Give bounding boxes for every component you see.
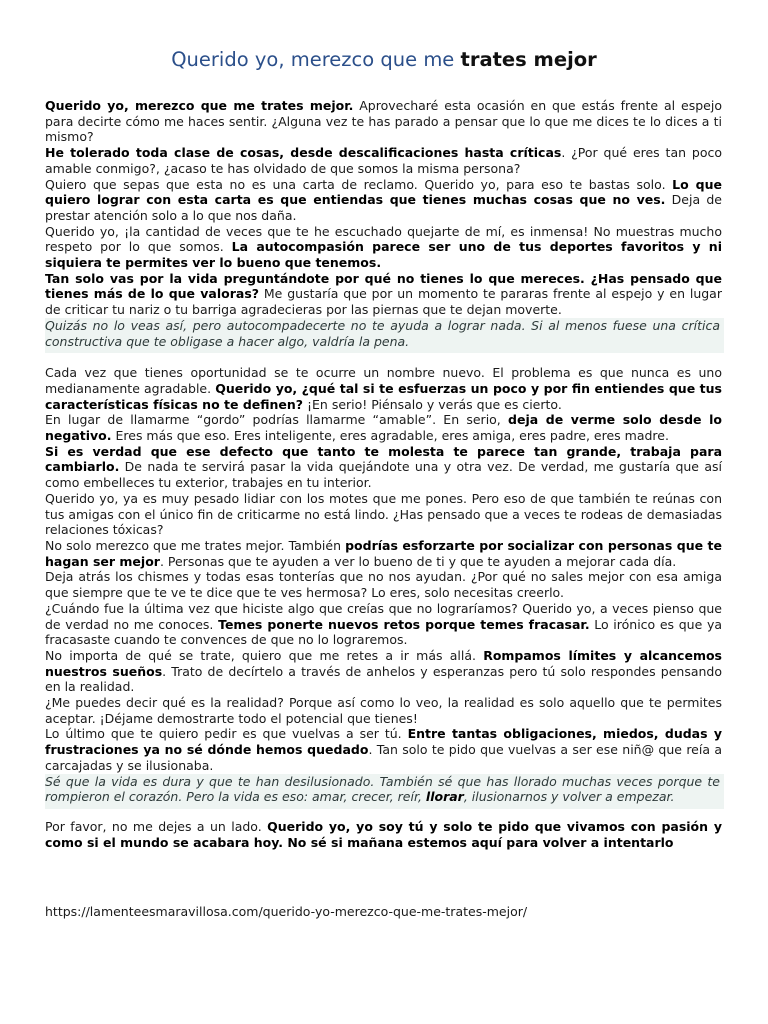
- source-url[interactable]: https://lamenteesmaravillosa.com/querido-yo-merezco-que-me-trates-mejor/: [45, 904, 528, 919]
- text-run: Querido yo, ¡la cantidad de veces que te he escuchado quejarte de mí, es inmensa! No muestras mucho respeto por lo que somos.: [45, 223, 722, 255]
- document-title: [0, 48, 768, 72]
- bold-text-run: Rompamos límites y alcancemos nuestros sueños: [45, 647, 722, 679]
- text-run: Cada vez que tienes oportunidad se te ocurre un nombre nuevo. El problema es que nunca es uno medianamente agradable.: [45, 365, 722, 396]
- text-run: Deja de prestar atención solo a lo que nos daña.: [45, 192, 722, 223]
- bold-text-run: Lo que quiero lograr con esta carta es que entiendas que tienes muchas cosas que no ves.: [45, 176, 722, 208]
- text-run: Deja atrás los chismes y todas esas tonterías que no nos ayudan. ¿Por qué no sales mejor con esa amiga que siempre que te ve te dice que te ves hermosa? Lo eres, solo necesitas creerlo.: [45, 569, 722, 601]
- paragraph: [45, 177, 722, 224]
- paragraph: [45, 569, 722, 600]
- text-run: . Trato de decírtelo a través de anhelos y esperanzas pero tú solo respondes pensando en la realidad.: [45, 663, 722, 695]
- paragraph: [45, 726, 722, 773]
- bold-text-run: Si es verdad que ese defecto que tanto te molesta te parece tan grande, trabaja para cambiarlo.: [45, 443, 722, 475]
- text-run: Querido yo, ya es muy pesado lidiar con los motes que me pones. Pero eso de que también te reúnas con tus amigas con el único fin de criticarme no está lindo. ¿Has pensado que a veces te rodeas de demasiadas relaciones tóxicas?: [45, 490, 722, 538]
- text-run: ¿Me puedes decir qué es la realidad? Porque así como lo veo, la realidad es solo aquello que te permites aceptar. ¡Déjame demostrarte todo el potencial que tienes!: [45, 695, 722, 726]
- highlighted-quote: [45, 318, 724, 353]
- bold-text-run: llorar: [425, 789, 464, 805]
- bold-text-run: Entre tantas obligaciones, miedos, dudas y frustraciones ya no sé dónde hemos quedado: [45, 726, 722, 758]
- paragraph: [45, 601, 722, 648]
- paragraph: [45, 491, 722, 538]
- text-run: ¡En serio! Piénsalo y verás que es cierto.: [303, 396, 562, 412]
- text-run: No solo merezco que me trates mejor. También: [45, 537, 346, 553]
- text-run: . Personas que te ayuden a ver lo bueno de ti y que te ayuden a mejorar cada día.: [159, 553, 677, 569]
- highlighted-quote: [45, 774, 724, 809]
- bold-text-run: Querido yo, yo soy tú y solo te pido que vivamos con pasión y como si el mundo se acabara hoy. No sé si mañana estemos aquí para volver a intentarlo: [45, 818, 722, 850]
- paragraph: [45, 271, 722, 318]
- text-run: De nada te servirá pasar la vida quejándote una y otra vez. De verdad, me gustaría que así como embelleces tu exterior, trabajes en tu interior.: [45, 459, 722, 491]
- paragraph: [45, 648, 722, 695]
- bold-text-run: La autocompasión parece ser uno de tus deportes favoritos y ni siquiera te permites ver lo bueno que tenemos.: [45, 239, 722, 271]
- paragraph: [45, 444, 722, 491]
- bold-text-run: Tan solo vas por la vida preguntándote por qué no tienes lo que mereces. ¿Has pensado que tienes más de lo que valoras?: [45, 270, 722, 302]
- text-run: ¿Cuándo fue la última vez que hiciste algo que creías que no lograríamos? Querido yo, a veces pienso que de verdad no me conoces.: [45, 600, 722, 632]
- text-run: Aprovecharé esta ocasión en que estás frente al espejo para decirte cómo me haces sentir. ¿Alguna vez te has parado a pensar que lo que me dices te lo dices a ti mismo?: [45, 98, 722, 145]
- paragraph: [45, 695, 722, 726]
- title-part-1: Querido yo, merezco que me: [171, 48, 461, 71]
- text-run: En lugar de llamarme “gordo” podrías llamarme “amable”. En serio,: [45, 412, 509, 428]
- text-run: Lo último que te quiero pedir es que vuelvas a ser tú.: [45, 726, 408, 742]
- text-run: Quiero que sepas que esta no es una carta de reclamo. Querido yo, para eso te bastas solo.: [45, 176, 673, 192]
- bold-text-run: Temes ponerte nuevos retos porque temes fracasar.: [218, 616, 590, 632]
- paragraph: [45, 819, 722, 850]
- paragraph: [45, 538, 722, 569]
- text-run: Por favor, no me dejes a un lado.: [45, 818, 268, 834]
- text-run: Eres más que eso. Eres inteligente, eres agradable, eres amiga, eres padre, eres madre.: [111, 428, 669, 444]
- text-run: Quizás no lo veas así, pero autocompadecerte no te ayuda a lograr nada. Si al menos fuese una crítica constructiva que te obligase a hacer algo, valdría la pena.: [45, 317, 720, 349]
- text-run: . Tan solo te pido que vuelvas a ser ese niñ@ que reía a carcajadas y se ilusionaba.: [45, 742, 722, 773]
- paragraph: [45, 145, 722, 176]
- text-run: Sé que la vida es dura y que te han desilusionado. También sé que has llorado muchas veces porque te rompieron el corazón. Pero la vida es eso: amar, crecer, reír,: [45, 773, 720, 805]
- text-run: No importa de qué se trate, quiero que me retes a ir más allá.: [45, 647, 484, 663]
- paragraph: [45, 224, 722, 271]
- bold-text-run: He tolerado toda clase de cosas, desde descalificaciones hasta críticas: [45, 145, 562, 161]
- bold-text-run: deja de verme solo desde lo negativo.: [45, 412, 722, 444]
- paragraph: [45, 98, 722, 145]
- paragraph-spacer: [45, 809, 722, 819]
- document-body: [45, 98, 722, 850]
- text-run: Lo irónico es que ya fracasaste cuando te convences de que no lo lograremos.: [45, 616, 723, 648]
- text-run: Me gustaría que por un momento te pararas frente al espejo y en lugar de criticar tu nariz o tu barriga agradecieras por las piernas que te dejan moverte.: [45, 286, 722, 318]
- bold-text-run: Querido yo, ¿qué tal si te esfuerzas un poco y por fin entiendes que tus características físicas no te definen?: [45, 380, 722, 412]
- text-run: , ilusionarnos y volver a empezar.: [463, 789, 675, 805]
- paragraph: [45, 412, 722, 443]
- text-run: . ¿Por qué eres tan poco amable conmigo?, ¿acaso te has olvidado de que somos la misma persona?: [45, 145, 722, 176]
- bold-text-run: Querido yo, merezco que me trates mejor.: [45, 98, 354, 113]
- paragraph-spacer: [45, 353, 722, 365]
- paragraph: [45, 365, 722, 412]
- title-part-2: trates mejor: [460, 48, 597, 71]
- bold-text-run: podrías esforzarte por socializar con personas que te hagan ser mejor: [45, 537, 723, 569]
